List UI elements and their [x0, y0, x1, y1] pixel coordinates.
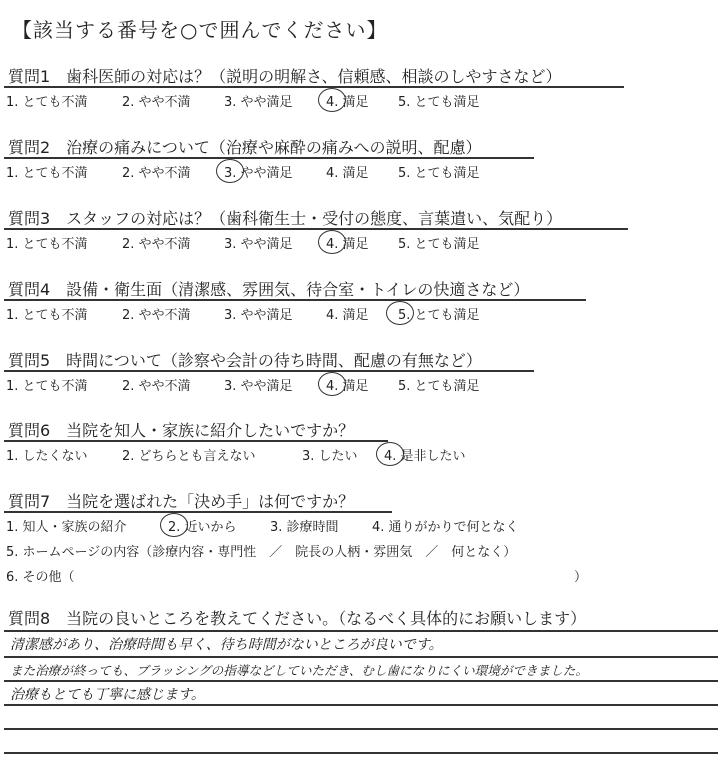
answer-rule-5 [4, 728, 718, 730]
q7-option-6[interactable]: 6. その他（ [6, 570, 75, 585]
q5-option-4[interactable]: 4. 満足 [326, 379, 369, 394]
q3-option-5[interactable]: 5. とても満足 [398, 237, 480, 252]
question-5-heading: 質問5 時間について（診察や会計の待ち時間、配慮の有無など） [8, 351, 482, 370]
q1-option-5[interactable]: 5. とても満足 [398, 95, 480, 110]
q7-option-2[interactable]: 2. 近いから [168, 520, 237, 535]
question-8-heading: 質問8 当院の良いところを教えてください。（なるべく具体的にお願いします） [8, 609, 587, 628]
question-2-heading: 質問2 治療の痛みについて（治療や麻酔の痛みへの説明、配慮） [8, 138, 482, 157]
q7-option-1[interactable]: 1. 知人・家族の紹介 [6, 520, 127, 535]
q5-option-1[interactable]: 1. とても不満 [6, 379, 88, 394]
q7-option-5[interactable]: 5. ホームページの内容（診療内容・専門性 ／ 院長の人柄・雰囲気 ／ 何となく） [6, 545, 517, 560]
q7-option-6-close: ） [574, 570, 588, 585]
q2-selection-circle [216, 159, 244, 183]
question-3-underline [4, 228, 628, 230]
page-title: 【該当する番号を○で囲んでください】 [12, 18, 388, 42]
q6-option-1[interactable]: 1. したくない [6, 449, 88, 464]
q4-option-3[interactable]: 3. やや満足 [224, 308, 293, 323]
q6-selection-circle [376, 442, 404, 466]
answer-rule-2 [4, 656, 718, 658]
q1-selection-circle [318, 88, 346, 112]
q1-option-3[interactable]: 3. やや満足 [224, 95, 293, 110]
answer-line-2: また治療が終っても、ブラッシングの指導などしていただき、むし歯になりにくい環境ができました。 [10, 663, 588, 678]
q2-option-3[interactable]: 3. やや満足 [224, 166, 293, 181]
q1-option-2[interactable]: 2. やや不満 [122, 95, 191, 110]
q5-option-5[interactable]: 5. とても満足 [398, 379, 480, 394]
q3-option-1[interactable]: 1. とても不満 [6, 237, 88, 252]
question-4-underline [4, 299, 586, 301]
question-6-heading: 質問6 当院を知人・家族に紹介したいですか？ [8, 421, 355, 440]
answer-rule-6 [4, 752, 718, 754]
answer-rule-4 [4, 704, 718, 706]
q7-option-3[interactable]: 3. 診療時間 [270, 520, 339, 535]
q5-selection-circle [318, 372, 346, 396]
q7-selection-circle [160, 513, 188, 537]
q3-option-3[interactable]: 3. やや満足 [224, 237, 293, 252]
q1-option-4[interactable]: 4. 満足 [326, 95, 369, 110]
q7-option-4[interactable]: 4. 通りがかりで何となく [372, 520, 519, 535]
question-7-underline [4, 511, 392, 513]
answer-line-1: 清潔感があり、治療時間も早く、待ち時間がないところが良いです。 [10, 637, 443, 653]
q3-selection-circle [318, 230, 346, 254]
answer-rule-1 [4, 630, 718, 632]
q4-option-4[interactable]: 4. 満足 [326, 308, 369, 323]
question-7-heading: 質問7 当院を選ばれた「決め手」は何ですか？ [8, 492, 355, 511]
question-1-underline [4, 86, 624, 88]
q2-option-4[interactable]: 4. 満足 [326, 166, 369, 181]
q2-option-5[interactable]: 5. とても満足 [398, 166, 480, 181]
question-5-underline [4, 370, 534, 372]
q2-option-2[interactable]: 2. やや不満 [122, 166, 191, 181]
q3-option-2[interactable]: 2. やや不満 [122, 237, 191, 252]
q6-option-3[interactable]: 3. したい [302, 449, 358, 464]
question-2-underline [4, 157, 534, 159]
q4-option-2[interactable]: 2. やや不満 [122, 308, 191, 323]
q6-option-4[interactable]: 4. 是非したい [384, 449, 466, 464]
q2-option-1[interactable]: 1. とても不満 [6, 166, 88, 181]
q6-option-2[interactable]: 2. どちらとも言えない [122, 449, 256, 464]
question-6-underline [4, 440, 388, 442]
q4-option-5[interactable]: 5. とても満足 [398, 308, 480, 323]
q5-option-2[interactable]: 2. やや不満 [122, 379, 191, 394]
q4-selection-circle [386, 301, 414, 325]
q5-option-3[interactable]: 3. やや満足 [224, 379, 293, 394]
question-1-heading: 質問1 歯科医師の対応は？（説明の明解さ、信頼感、相談のしやすさなど） [8, 67, 562, 86]
answer-rule-3 [4, 680, 718, 682]
q1-option-1[interactable]: 1. とても不満 [6, 95, 88, 110]
answer-line-3: 治療もとても丁寧に感じます。 [10, 687, 205, 703]
question-3-heading: 質問3 スタッフの対応は？（歯科衛生士・受付の態度、言葉遣い、気配り） [8, 209, 563, 228]
q3-option-4[interactable]: 4. 満足 [326, 237, 369, 252]
q4-option-1[interactable]: 1. とても不満 [6, 308, 88, 323]
question-4-heading: 質問4 設備・衛生面（清潔感、雰囲気、待合室・トイレの快適さなど） [8, 280, 530, 299]
